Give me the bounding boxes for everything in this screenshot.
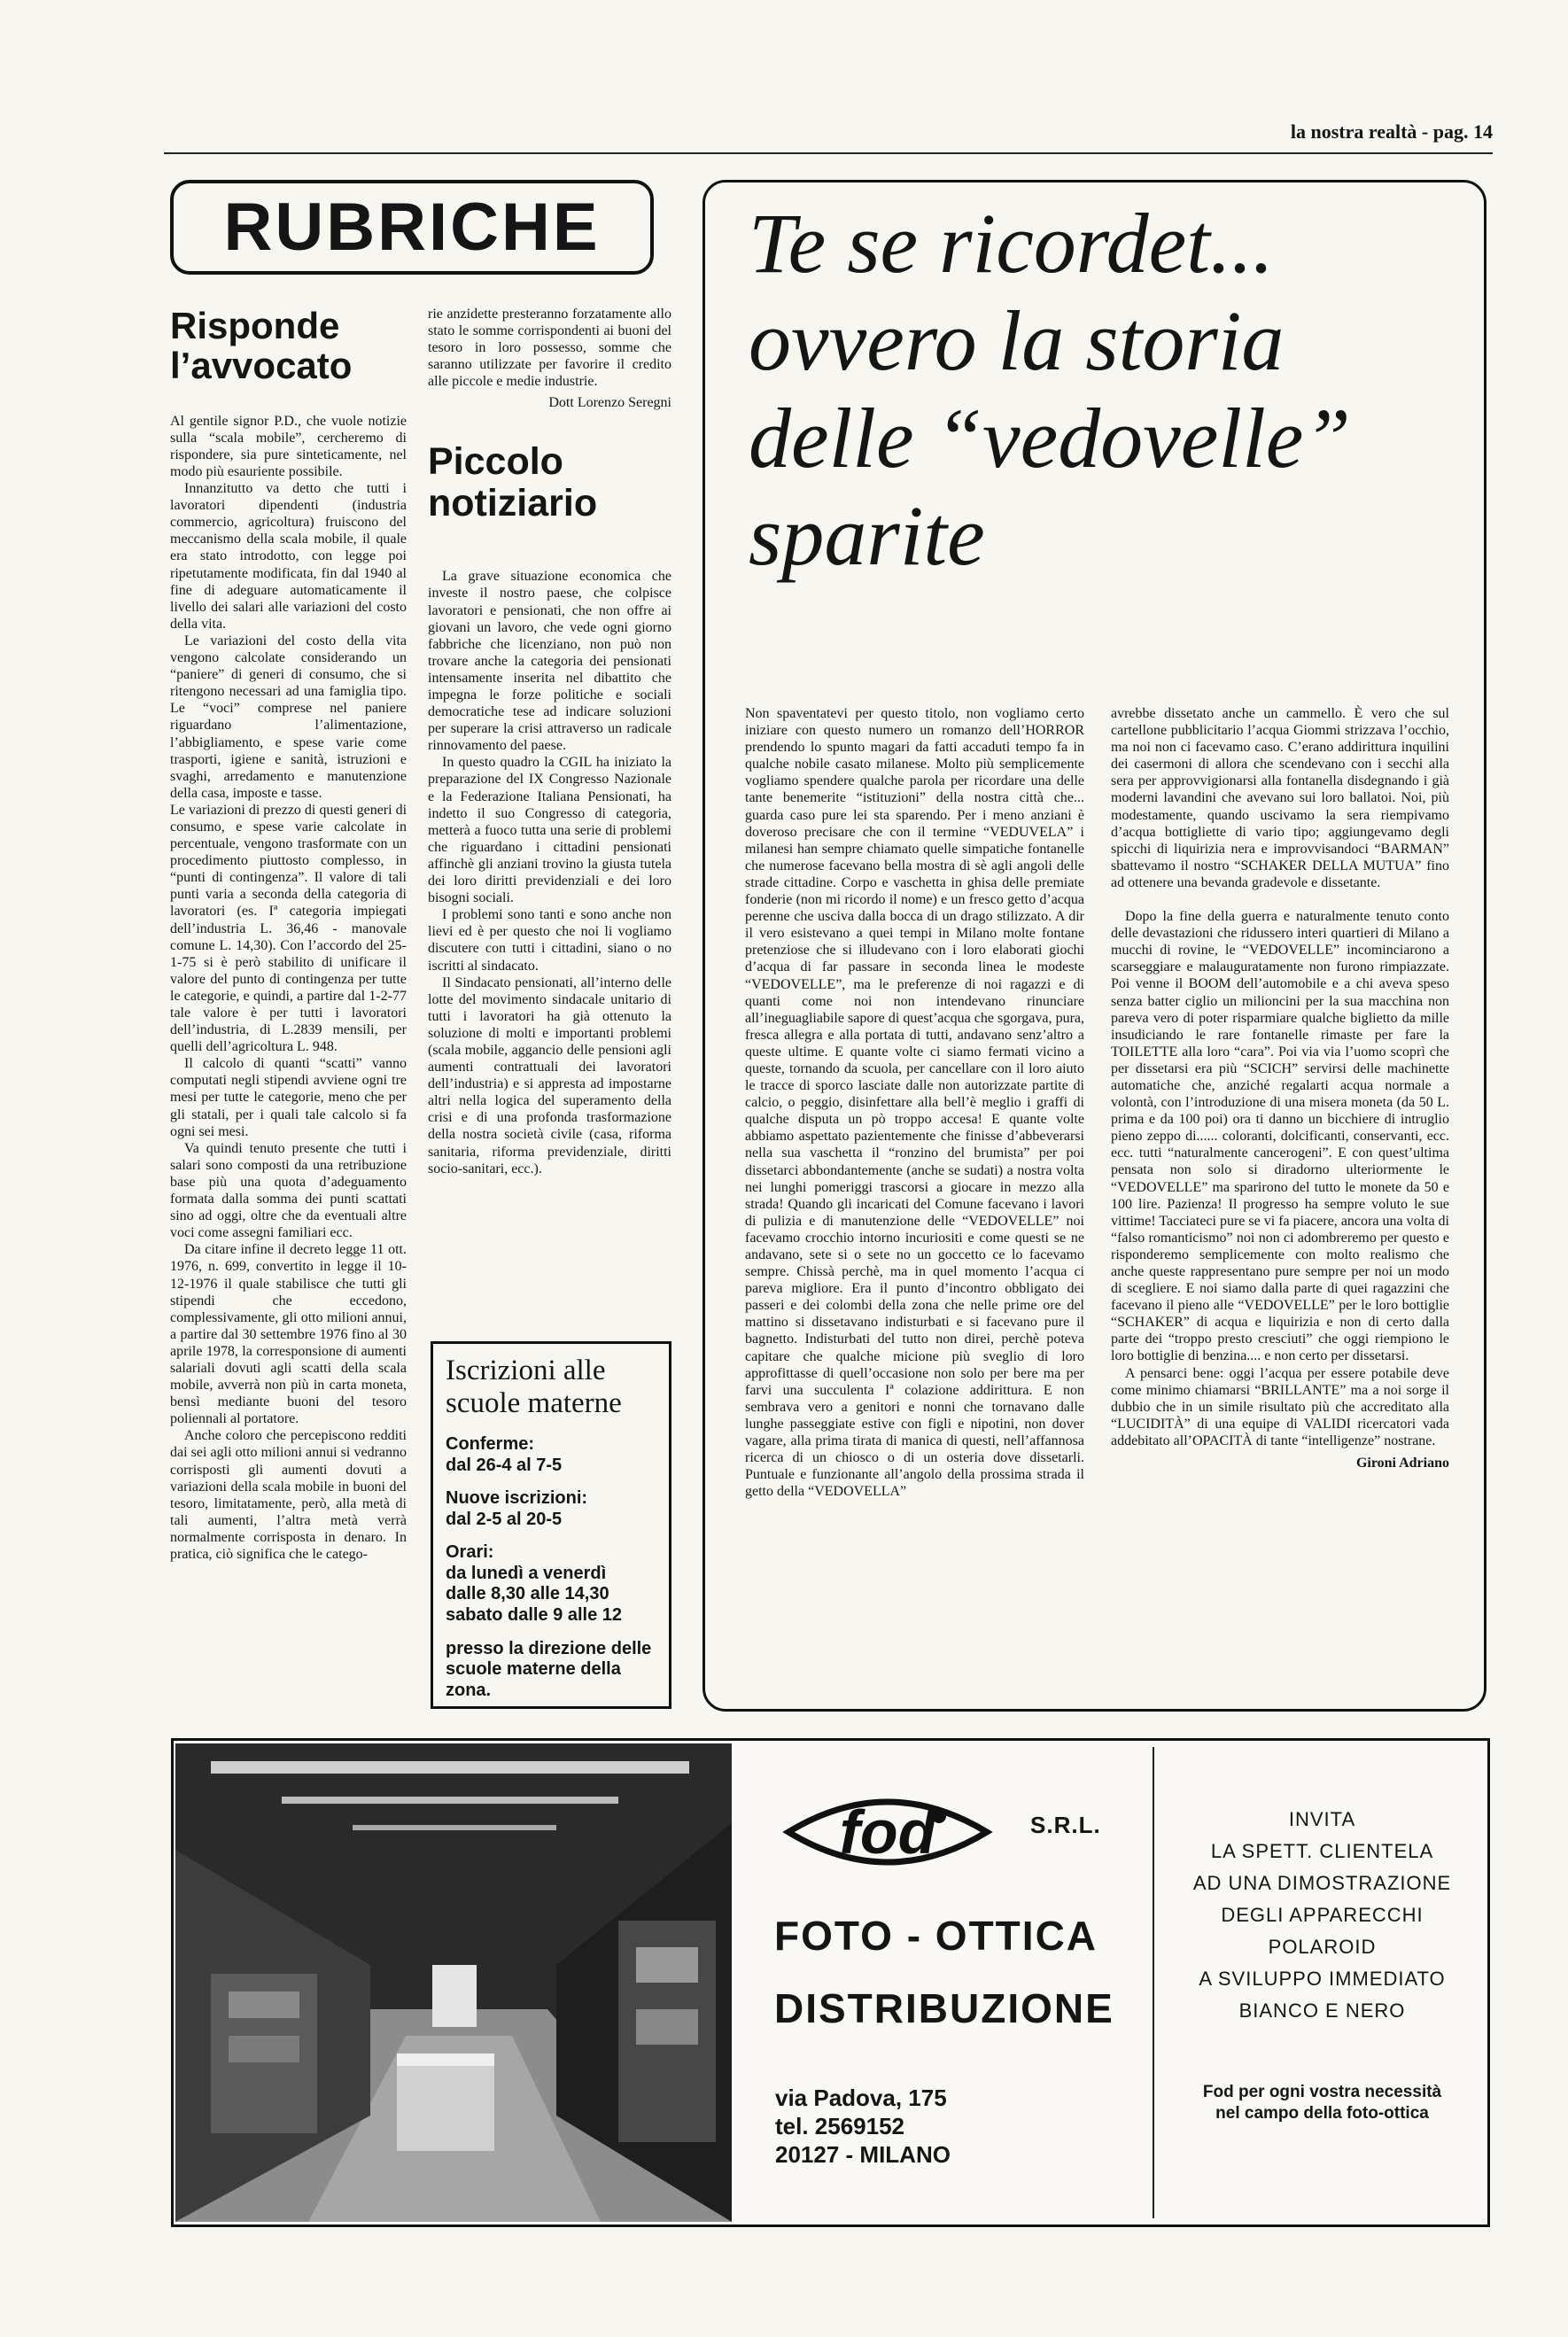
paragraph: Anche coloro che percepiscono redditi dai sei agli otto milioni annui si vedranno corrisposti gli aumenti dovuti a variazioni della scala mobile in buoni del tesoro, limitatamente, però, alla metà di tali aumenti, l’altra metà verrà normalmente corrisposta in denaro. In pratica, ciò significa che le catego- <box>170 1428 407 1562</box>
notiziario-body <box>428 568 671 1176</box>
paragraph: Il Sindacato pensionati, all’interno delle lotte del movimento sindacale unitario di tutti i lavoratori ha già ottenuto la soluzione di molti e importanti problemi (scala mobile, aggancio delle pensioni agli aumenti contrattuali dei lavoratori dell’industria) e si appresta ad impostarne altri nella logica del superamento della crisi e di una profonda trasformazione della nostra società civile (casa, riforma sanitaria, riforma previdenziale, diritti socio-sanitari, ecc.). <box>428 974 671 1176</box>
avvocato-body <box>170 413 407 1563</box>
feature-title <box>749 195 1475 585</box>
conferme-label: Conferme: <box>446 1433 535 1454</box>
avvocato-heading-line1: Risponde <box>170 305 340 346</box>
feature-column-right <box>1111 705 1449 1471</box>
paragraph: In questo quadro la CGIL ha iniziato la preparazione del IX Congresso Nazionale e la Federazione Italiana Pensionati, ha indetto il suo Congresso di categoria, metterà a fuoco tutta una serie di problemi che riguardano i cittadini pensionati affinchè gli anziani trovino la giusta tutela dei loro diritti previdenziali e dei loro bisogni sociali. <box>428 755 671 906</box>
rubriche-title: RUBRICHE <box>223 190 601 265</box>
invite-line: POLAROID <box>1268 1936 1377 1958</box>
foto-ottica-heading: FOTO - OTTICA <box>774 1913 1098 1959</box>
distribuzione-heading: DISTRIBUZIONE <box>774 1985 1114 2031</box>
invite-line: BIANCO E NERO <box>1238 1999 1406 2022</box>
conferme-date: dal 26-4 al 7-5 <box>446 1455 563 1475</box>
feature-title-line: ovvero la storia <box>749 293 1285 388</box>
notiziario-heading <box>428 441 671 524</box>
feature-signature: Gironi Adriano <box>1355 1456 1449 1471</box>
paragraph: Dopo la fine della guerra e naturalmente tenuto conto delle devastazioni che ridussero interi quartieri di Milano a mucchi di rovine, le “VEDOVELLE” incominciarono a scarseggiare e malauguratamente non furono rimpiazzate. Poi venne il BOOM dell’automobile e a chi aveva speso senza batter ciglio un milioncini per la sua macchina non pareva vero di poter risparmiare qualche biglietto da mille insudiciando le rare fontanelle rimaste per fare la TOILETTE alla loro “cara”. Poi via via l’uomo scoprì che per dissetarsi era più “SCICH” servirsi delle machinette automatiche che, anziché regalarti acqua normale a volontà, con l’introduzione di una misera moneta (da 50 L. prima e da 100 poi) ora ti danno un bicchiere di intruglio pieno zeppo di...... coloranti, dolcificanti, conservanti, ecc. ecc. tutti “naturalmente cancerogeni”. E con quest’ultima pensata non solo si diradorno ulteriormente le “VEDOVELLE” ma sparirono del tutto le monete da 50 e 100 lire. Pazienza! Il progresso ha sempre voluto le sue vittime! Tacciateci pure se vi fa piacere, ancora una volta di “falso romanticismo” noi non ci adombreremo per questo e risponderemo semplicemente con molto realismo che anche queste rappresentano pure sempre per noi un modo di scegliere. E noi siamo dalla parte di quei ragazzini che facevano il pieno alle “VEDOVELLE” per le loro bottiglie “SCHAKER” di acqua e liquirizia e non di certo dalla parte dei “troppo presto cresciuti” che oggi riempiono le loro bottiglie di benzina.... e non certo per dissetarsi. <box>1111 909 1449 1364</box>
srl-label: S.R.L. <box>1030 1812 1101 1838</box>
invite-line: AD UNA DIMOSTRAZIONE <box>1192 1872 1452 1894</box>
paragraph: Le variazioni del costo della vita vengono calcolate considerando un “paniere” di generi di consumo, che si ritengono necessari ad una famiglia tipo. Le “voci” comprese nel paniere riguardano l’alimentazione, l’abbigliamento, e spese varie come trasporti, igiene e sanità, istruzioni e svaghi, arredamento e manutenzione della casa, imposte e tasse. <box>170 633 407 801</box>
paragraph: Da citare infine il decreto legge 11 ott. 1976, n. 699, convertito in legge il 10-12-1976 il quale stabilisce che tutti gli stipendi che eccedono, complessivamente, gli otto milioni annui, a partire dal 30 settembre 1976 fino al 30 aprile 1978, la corresponsione di aumenti salariali dovuti agli scatti della scala mobile, avverrà non più in carta moneta, bensì mediante buoni del tesoro poliennali al portatore. <box>170 1242 407 1427</box>
page-header: la nostra realtà - pag. 14 <box>1290 120 1493 143</box>
invite-note-line: nel campo della foto-ottica <box>1215 2104 1429 2123</box>
ad-address <box>775 2084 951 2169</box>
paragraph: Innanzitutto va detto che tutti i lavoratori dipendenti (industria commercio, agricoltura) fruiscono del meccanismo della scala mobile, il quale era stato introdotto, con legge poi ripetutamente modificata, fin dal 1940 al fine di adeguare automaticamente il livello dei salari alle variazioni del costo della vita. <box>170 481 407 632</box>
feature-title-line: sparite <box>749 488 985 583</box>
iscrizioni-box <box>431 1341 671 1709</box>
paragraph: Il calcolo di quanti “scatti” vanno computati negli stipendi avviene ogni tre mesi per tutte le categorie, meno che per gli statali, per i quali tale calcolo si fa ogni sei mesi. <box>170 1056 407 1139</box>
rubriche-banner <box>170 180 654 275</box>
avvocato-continuation <box>428 306 671 390</box>
nuove-label: Nuove iscrizioni: <box>446 1488 588 1509</box>
ad-divider <box>1153 1747 1154 2218</box>
avvocato-signature: Dott Lorenzo Seregni <box>548 395 671 411</box>
iscrizioni-note: presso la direzione delle scuole materne della zona. <box>446 1638 652 1700</box>
paragraph: Non spaventatevi per questo titolo, non vogliamo certo iniziare con questo numero un romanzo dell’HORROR prendendo lo spunto magari da fatti accaduti tempo fa in qualche nobile casato milanese. Molto più semplicemente vogliamo spendere qualche parola per ricordare una delle tante benemerite “istituzioni” della nostra città che... guarda caso pure lei sta sparendo. Per i meno anziani è doveroso precisare che con il termine “VEDUVELA” i milanesi han sempre chiamato quelle simpatiche fontanelle che numerose facevano bella mostra di sè agli angoli delle strade cittadine. Corpo e vaschetta in ghisa delle premiate fonderie (non mi ricordo il nome) e un fresco getto d’acqua perenne che usciva dalla bocca di un drago stilizzato. A dir il vero esistevano a quei tempi in Milano molte fontane pretenziose che si illudevano con i loro elaborati giochi d’acqua di far passare in seconda linea le modeste “VEDOVELLE”, ma le preferenze di noi ragazzi e di quanti come noi non intendevano rinunciare all’ineguagliabile sapore di quest’acqua che sgorgava, pura, fresca allegra e alla portata di tutti, andavano senz’altro a queste ultime. E quante volte ci siamo fermati vicino a queste, tornando da scuola, per cancellare con il loro aiuto le tracce di sporco lasciate dalle non autorizzate partite di calcio, o peggio, disinfettare alla bell’è meglio i graffi di qualche disputa un pò troppo accesa! E quante volte abbiamo aspettato pazientemente che finisse d’abbeverarsi nella sua vaschetta il “ronzino del brumista” per poi dissetarci abbondantemente (anche se sudati) a nostra volta nei lunghi pomeriggi trascorsi a giocare in mezzo alla strada! Quando gli incaricati del Comune facevano i lavori di pulizia e di manutenzione delle “VEDOVELLE” noi facevamo crocchio intorno incuriositi e come questi se ne andavano, sete si o sete no un goccetto ce lo facevamo sempre. Chissà perchè, ma in quel momento l’acqua ci pareva migliore. Era il punto d’incontro obbligato dei passeri e dei colombi della zona che nelle prime ore del mattino si dissetavano indisturbati e si facevano pure il bagnetto. Indisturbati del tutto non direi, perchè poteva capitare che qualche micione più sveglio di loro approfittasse di quell’occasione non solo per bere ma per farvi una succulenta Iª colazione addirittura. E non sembrava vero a genitori e nonni che tornavano dalle lunghe passeggiate estive con figli e nipotini, non dover vagare, alla prima tirata di manica di questi, nell’affannosa ricerca di un chiosco o di un osteria dove dissetarli. Puntuale e funzionante all’angolo della prossima strada il getto della “VEDOVELLA” <box>745 706 1084 1500</box>
notiziario-column <box>428 306 671 1177</box>
avvocato-heading <box>170 306 407 386</box>
feature-title-line: delle “vedovelle” <box>749 391 1351 485</box>
shop-interior-photo <box>175 1743 732 2222</box>
paragraph: Va quindi tenuto presente che tutti i salari sono composti da una retribuzione base più una quota d’adeguamento formata dalla somma dei punti scattati sino ad oggi, oltre che da eventuali altre voci come assegni familiari ecc. <box>170 1140 407 1241</box>
orari-label: Orari: <box>446 1542 494 1563</box>
address-street: via Padova, 175 <box>775 2085 947 2111</box>
paragraph: A pensarci bene: oggi l’acqua per essere potabile deve come minimo chiamarsi “BRILLANTE” ma a noi sorge il dubbio che in un simile risultato più che accreditato alla “LUCIDITÀ” di una equipe di VALIDI ricercatori vada addebitato all’OPACITÀ di tante “intelligenze” nostrane. <box>1111 1365 1449 1448</box>
fod-logo <box>781 1781 994 1883</box>
avvocato-column <box>170 306 407 1563</box>
header-rule <box>164 152 1493 154</box>
orari-line: sabato dalle 9 alle 12 <box>446 1605 622 1626</box>
notiziario-heading-line2: notiziario <box>428 481 598 524</box>
paragraph: avrebbe dissetato anche un cammello. È vero che sul cartellone pubblicitario l’acqua Giommi strizzava l’occhio, ma noi non ci facevamo caso. C’erano addirittura inquilini dei casermoni di allora che scendevano con i secchi alla sera per approvvigionarsi alla fontanella disdegnando i già moderni lavandini che avevano sui loro ballatoi. Noi, più modestamente, quando uscivamo la sera riempivamo d’acqua bottigliette di vario tipo; aggiungevamo degli spicchi di liquirizia nera e improvvisandoci “BARMAN” sbattevamo il nostro “SCHAKER DELLA MUTUA” fino ad ottenere una bevanda gradevole e dissetante. <box>1111 706 1449 890</box>
paragraph: I problemi sono tanti e sono anche non lievi ed è per questo che noi li vogliamo discutere con tutti i cittadini, siano o no iscritti al sindacato. <box>428 907 671 974</box>
fod-logo-text: fod <box>839 1797 936 1867</box>
paragraph: Le variazioni di prezzo di questi generi di consumo, e spese varie calcolate in percentuale, vengono trasformate con un procedimento piuttosto complesso, in “punti di contingenza”. Il valore di tali punti varia a seconda della categoria di lavoratori (es. Iª categoria impiegati dell’industria L. 36,46 - manovale comune L. 14,30). Con l’accordo del 25-1-75 si è però stabilito di unificare il valore del punto di contingenza per tutte le categorie, e quindi, a partire dal 1-2-77 tale valore è per tutti i lavoratori dell’industria, di L.2839 mensili, per quelli dell’agricoltura L. 948. <box>170 802 408 1055</box>
invite-note <box>1160 2082 1484 2124</box>
address-phone: tel. 2569152 <box>775 2113 905 2139</box>
orari-line: dalle 8,30 alle 14,30 <box>446 1584 609 1604</box>
address-city: 20127 - MILANO <box>775 2141 951 2168</box>
orari-line: da lunedì a venerdì <box>446 1563 607 1583</box>
iscrizioni-title: Iscrizioni alle scuole materne <box>446 1355 622 1419</box>
invite-text <box>1160 1804 1484 2027</box>
feature-title-line: Te se ricordet... <box>749 196 1274 291</box>
invite-line: INVITA <box>1288 1808 1356 1830</box>
notiziario-heading-line1: Piccolo <box>428 440 563 484</box>
avvocato-heading-line2: l’avvocato <box>170 345 353 387</box>
feature-column-left <box>745 705 1084 1500</box>
invite-line: A SVILUPPO IMMEDIATO <box>1199 1968 1446 1990</box>
paragraph: La grave situazione economica che investe il nostro paese, che colpisce lavoratori e pensionati, che non offre ai giovani un lavoro, che vede ogni giorno fabbriche che licenziano, non può non trovare anche la categoria dei pensionati intensamente inserita nel dibattito che impegna le forze politiche e sociali democratiche tese ad indicare soluzioni per superare la crisi attraverso un radicale rinnovamento del paese. <box>428 569 671 754</box>
invite-line: LA SPETT. CLIENTELA <box>1210 1840 1434 1862</box>
paragraph: rie anzidette presteranno forzatamente allo stato le somme corrispondenti ai buoni del tesoro in loro possesso, somme che saranno utilizzate per favorire il credito alle piccole e medie industrie. <box>428 307 671 390</box>
invite-line: DEGLI APPARECCHI <box>1221 1904 1424 1926</box>
invite-note-line: Fod per ogni vostra necessità <box>1202 2083 1442 2101</box>
paragraph: Al gentile signor P.D., che vuole notizie sulla “scala mobile”, cercheremo di rispondere, sia pure sinteticamente, nel modo più esauriente possibile. <box>170 413 407 479</box>
nuove-date: dal 2-5 al 20-5 <box>446 1509 563 1529</box>
